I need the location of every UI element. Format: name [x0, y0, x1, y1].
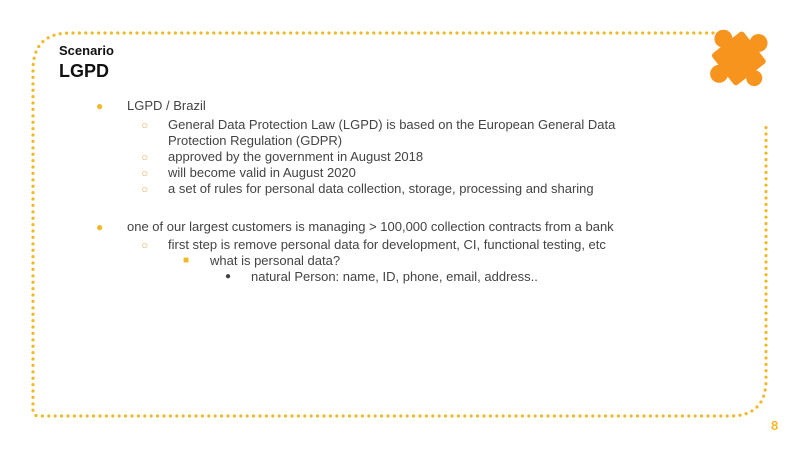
- bullet-item: a set of rules for personal data collection, storage, processing and sharing: [168, 181, 594, 196]
- bullet-item: first step is remove personal data for development, CI, functional testing, etc: [168, 237, 606, 252]
- bullet-item: what is personal data?: [210, 253, 341, 268]
- bullet-item: approved by the government in August 2018: [168, 149, 424, 164]
- bullet-item: natural Person: name, ID, phone, email, address..: [251, 269, 538, 284]
- bullet-marker: ○: [141, 150, 149, 164]
- bullet-marker: ■: [183, 255, 190, 266]
- bullet-item: General Data Protection Law (LGPD) is based on the European General Data: [168, 117, 616, 132]
- bullet-marker: ○: [141, 238, 149, 252]
- page-number: 8: [771, 418, 779, 433]
- bullet-marker: ○: [141, 118, 149, 132]
- bullet-item: one of our largest customers is managing > 100,000 collection contracts from a bank: [127, 219, 614, 234]
- bullet-marker: ●: [96, 220, 104, 234]
- slide-title: LGPD: [59, 61, 110, 81]
- slide-subtitle: Scenario: [59, 43, 114, 58]
- bullet-marker: ●: [225, 271, 232, 282]
- bullet-item: will become valid in August 2020: [168, 165, 356, 180]
- bullet-marker: ○: [141, 166, 149, 180]
- bullet-marker: ●: [96, 99, 104, 113]
- bullet-item-continuation: Protection Regulation (GDPR): [168, 133, 343, 148]
- bullet-item: LGPD / Brazil: [127, 98, 206, 113]
- bullet-marker: ○: [141, 182, 149, 196]
